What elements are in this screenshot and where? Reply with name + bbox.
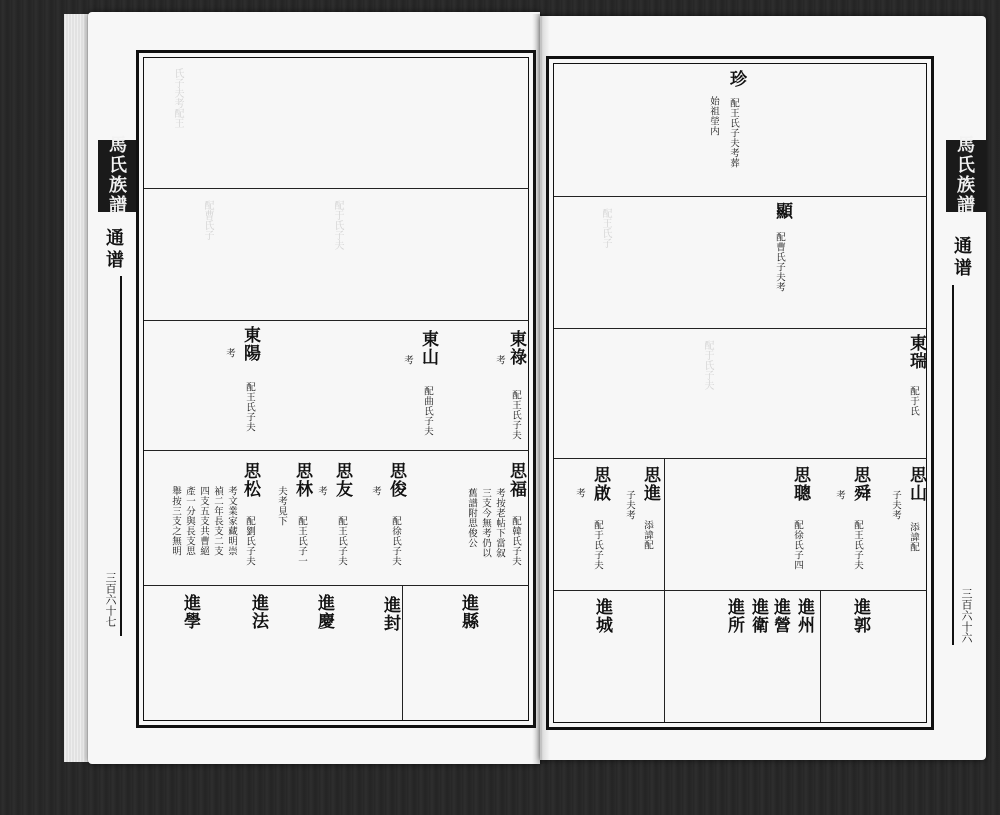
right-entry-zhen-name: 珍 xyxy=(726,70,746,88)
right-entry-si-qi-note2: 考 xyxy=(574,488,585,498)
right-entry-jin-zhou: 進州 xyxy=(794,598,814,634)
right-section-label: 通 谱 xyxy=(954,236,972,279)
bleed-through-mark: 配于氏子夫 xyxy=(332,200,343,250)
bleed-through-mark: 配于氏子夫 xyxy=(702,340,713,390)
left-entry-si-you-note2: 考 xyxy=(316,486,327,496)
right-entry-si-shan-name: 思山 xyxy=(906,466,926,502)
right-row-divider-3 xyxy=(554,458,927,459)
left-row-divider-1 xyxy=(144,188,529,189)
right-entry-dong-rui-name: 東瑞 xyxy=(906,334,926,370)
left-entry-dong-yang-name: 東陽 xyxy=(240,326,260,362)
bleed-through-mark: 配曹氏子 xyxy=(202,200,213,240)
right-entry-zhen-note: 配王氏子夫考葬 xyxy=(728,98,739,168)
left-entry-dong-lu-note2: 考 xyxy=(494,355,505,365)
left-section-label: 通 谱 xyxy=(106,228,124,271)
left-entry-dong-yang-note: 配王氏子夫 xyxy=(244,382,255,432)
right-entry-si-jin-note: 添諱配 xyxy=(642,520,653,550)
right-spine-rule xyxy=(952,285,954,645)
right-entry-jin-ying: 進營 xyxy=(770,598,790,634)
left-entry-si-jun-note: 配徐氏子夫 xyxy=(390,516,401,566)
left-entry-dong-lu-note: 配王氏子夫 xyxy=(510,390,521,440)
left-entry-si-jun-note2: 考 xyxy=(370,486,381,496)
left-entry-si-jun-name: 思俊 xyxy=(386,462,406,498)
right-entry-si-jin-note2: 子夫考 xyxy=(624,490,635,520)
bleed-through-mark: 配王氏子 xyxy=(600,208,611,248)
left-entry-si-song-note5: 產一分與長支思 xyxy=(184,486,195,556)
left-entry-si-fu-note: 配韓氏子夫 xyxy=(510,516,521,566)
left-row-divider-4 xyxy=(144,585,529,586)
right-entry-jin-suo: 進所 xyxy=(724,598,744,634)
left-entry-si-lin-name: 思林 xyxy=(292,462,312,498)
left-entry-jin-xue: 進學 xyxy=(180,594,200,630)
left-entry-si-song-note2: 考文業家藏明崇 xyxy=(226,486,237,556)
right-page-number: 三百六十六 xyxy=(960,588,973,643)
right-row-divider-4 xyxy=(554,590,927,591)
right-entry-si-shun-name: 思舜 xyxy=(850,466,870,502)
left-entry-si-fu-name: 思福 xyxy=(506,462,526,498)
right-entry-dong-rui-note: 配于氏 xyxy=(908,386,919,416)
left-page-number: 三百六十七 xyxy=(104,572,117,627)
right-col-divider-1 xyxy=(664,458,665,722)
left-entry-si-you-name: 思友 xyxy=(332,462,352,498)
left-book-title: 馬 氏 族 譜 xyxy=(98,140,138,212)
left-entry-si-song-note4: 四支五支共曹絕 xyxy=(198,486,209,556)
left-entry-si-song-name: 思松 xyxy=(240,462,260,498)
left-row-divider-2 xyxy=(144,320,529,321)
right-col-divider-2 xyxy=(820,590,821,722)
left-entry-si-fu-note3: 三支今無考仍以 xyxy=(480,488,491,558)
left-entry-si-lin-note2: 夫考見下 xyxy=(276,486,287,526)
right-entry-si-shun-note2: 考 xyxy=(834,490,845,500)
left-entry-jin-feng: 進封 xyxy=(380,596,400,632)
left-entry-jin-xian: 進縣 xyxy=(458,594,478,630)
right-entry-zhen-note2: 始祖塋内 xyxy=(708,96,719,136)
left-entry-jin-fa: 進法 xyxy=(248,594,268,630)
right-entry-si-cong-name: 思聰 xyxy=(790,466,810,502)
right-entry-jin-wei: 進衛 xyxy=(748,598,768,634)
right-entry-si-shan-note: 添諱配 xyxy=(908,522,919,552)
right-entry-xian-note: 配曹氏子夫考 xyxy=(774,232,785,292)
left-entry-dong-shan-note2: 考 xyxy=(402,355,413,365)
right-row-divider-1 xyxy=(554,196,927,197)
right-entry-si-qi-name: 思啟 xyxy=(590,466,610,502)
right-entry-jin-guo: 進郭 xyxy=(850,598,870,634)
left-entry-dong-shan-name: 東山 xyxy=(418,330,438,366)
left-entry-si-song-note: 配劉氏子夫 xyxy=(244,516,255,566)
left-entry-dong-shan-note: 配曲氏子夫 xyxy=(422,386,433,436)
bleed-through-mark: 氏子夫考配王 xyxy=(172,68,183,128)
right-entry-xian-name: 顯 xyxy=(772,202,792,220)
left-entry-jin-qing: 進慶 xyxy=(314,594,334,630)
left-entry-si-fu-note2: 考按老帖下當叙 xyxy=(494,488,505,558)
right-book-title: 馬 氏 族 譜 xyxy=(946,140,986,212)
right-entry-si-jin-name: 思進 xyxy=(640,466,660,502)
left-entry-dong-yang-note2: 考 xyxy=(224,348,235,358)
right-entry-si-shan-note2: 子夫考 xyxy=(890,490,901,520)
left-spine-rule xyxy=(120,276,122,636)
left-entry-si-fu-note4: 舊譜附思俊公 xyxy=(466,488,477,548)
right-entry-si-cong-note: 配徐氏子四 xyxy=(792,520,803,570)
right-entry-jin-cheng: 進城 xyxy=(592,598,612,634)
left-entry-si-song-note6: 舉按三支之無明 xyxy=(170,486,181,556)
left-entry-dong-lu-name: 東祿 xyxy=(506,330,526,366)
left-entry-si-you-note: 配王氏子夫 xyxy=(336,516,347,566)
left-entry-si-song-note3: 禎二年長支二支 xyxy=(212,486,223,556)
left-entry-si-lin-note: 配王氏子一 xyxy=(296,516,307,566)
right-entry-si-shun-note: 配王氏子夫 xyxy=(852,520,863,570)
left-row-divider-3 xyxy=(144,450,529,451)
right-entry-si-qi-note: 配于氏子夫 xyxy=(592,520,603,570)
right-row-divider-2 xyxy=(554,328,927,329)
